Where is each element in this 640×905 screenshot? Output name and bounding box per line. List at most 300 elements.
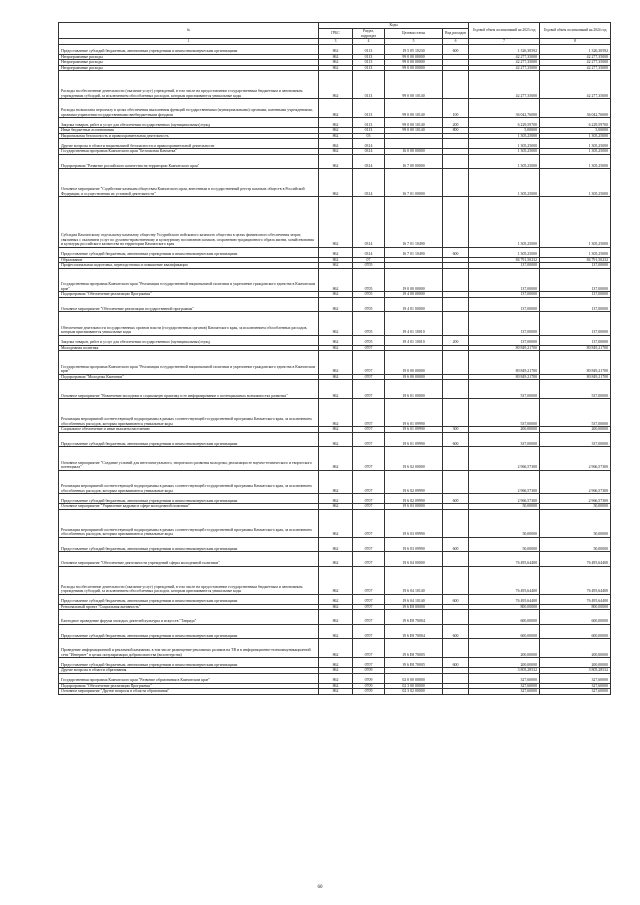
row-section: 0707 bbox=[353, 351, 385, 375]
row-amount-2023: 1 305,25000 bbox=[469, 139, 540, 149]
row-section: 0314 bbox=[353, 154, 385, 169]
column-number: 1 bbox=[59, 39, 319, 45]
row-grbs: 862 bbox=[319, 351, 353, 375]
row-amount-2024: 50,00000 bbox=[540, 504, 611, 510]
row-grbs: 862 bbox=[319, 133, 353, 139]
row-section: 0707 bbox=[353, 552, 385, 567]
row-amount-2024: 137,00000 bbox=[540, 268, 611, 292]
row-grbs: 862 bbox=[319, 44, 353, 54]
table-row bbox=[59, 447, 611, 471]
row-section: 0709 bbox=[353, 668, 385, 674]
row-name: Государственная программа Камчатского края "Реализация государственной национальной политики и укрепление гражданского единства в Камчатском крае" bbox=[59, 268, 319, 292]
row-section: 0709 bbox=[353, 673, 385, 683]
row-name: Предоставление субсидий бюджетным, автономным учреждениям и иным некоммерческим организациям bbox=[59, 658, 319, 668]
header-target: Целевая статья bbox=[385, 29, 443, 39]
row-grbs: 862 bbox=[319, 154, 353, 169]
row-grbs: 862 bbox=[319, 60, 353, 66]
row-amount-2024: 137,00000 bbox=[540, 335, 611, 345]
row-amount-2023: 80 849,21700 bbox=[469, 351, 540, 375]
row-section: 0707 bbox=[353, 509, 385, 537]
row-section: 0707 bbox=[353, 470, 385, 494]
table-row bbox=[59, 432, 611, 447]
row-amount-2023: 137,00000 bbox=[469, 263, 540, 269]
row-grbs: 862 bbox=[319, 128, 353, 134]
table-row bbox=[59, 566, 611, 594]
row-section: 0709 bbox=[353, 683, 385, 689]
row-amount-2023: 337,00000 bbox=[469, 432, 540, 447]
row-amount-2023: 3 805,28532 bbox=[469, 668, 540, 674]
row-grbs: 862 bbox=[319, 54, 353, 60]
table-row bbox=[59, 197, 611, 248]
row-amount-2023: 80 849,21700 bbox=[469, 374, 540, 380]
row-section: 0707 bbox=[353, 658, 385, 668]
row-grbs: 862 bbox=[319, 169, 353, 197]
row-grbs: 862 bbox=[319, 399, 353, 427]
row-name: Непрограммные расходы bbox=[59, 54, 319, 60]
row-name: Основное мероприятие "Управление кадрами в сфере молодежной политики" bbox=[59, 504, 319, 510]
row-name: Молодежная политика bbox=[59, 345, 319, 351]
row-amount-2023: 137,00000 bbox=[469, 297, 540, 312]
row-section: 0707 bbox=[353, 427, 385, 433]
row-section: 0707 bbox=[353, 504, 385, 510]
row-grbs: 862 bbox=[319, 658, 353, 668]
row-amount-2024: 200,00000 bbox=[540, 639, 611, 658]
row-section: 0113 bbox=[353, 99, 385, 118]
row-section: 0705 bbox=[353, 312, 385, 336]
row-amount-2023: 76 495,64400 bbox=[469, 552, 540, 567]
row-grbs: 862 bbox=[319, 537, 353, 552]
row-exptype: 100 bbox=[443, 99, 469, 118]
row-exptype: 200 bbox=[443, 118, 469, 128]
row-exptype bbox=[443, 380, 469, 399]
row-amount-2023: 1 305,25000 bbox=[469, 247, 540, 257]
row-target: 19 6 04 10140 bbox=[385, 594, 443, 604]
row-grbs: 862 bbox=[319, 447, 353, 471]
row-section: 0707 bbox=[353, 345, 385, 351]
row-amount-2024: 2 966,57300 bbox=[540, 447, 611, 471]
row-amount-2024: 200,00000 bbox=[540, 658, 611, 668]
row-grbs: 862 bbox=[319, 689, 353, 695]
row-target: 16 7 00 00000 bbox=[385, 154, 443, 169]
row-amount-2023: 137,00000 bbox=[469, 312, 540, 336]
row-target: 19 6 E8 70005 bbox=[385, 658, 443, 668]
row-target: 99 0 00 00000 bbox=[385, 65, 443, 71]
row-section: 0113 bbox=[353, 118, 385, 128]
row-target: 19 6 02 00000 bbox=[385, 447, 443, 471]
row-amount-2024: 80 849,21700 bbox=[540, 374, 611, 380]
row-grbs: 862 bbox=[319, 566, 353, 594]
row-section: 0707 bbox=[353, 566, 385, 594]
table-row bbox=[59, 427, 611, 433]
table-row bbox=[59, 673, 611, 683]
row-amount-2024: 1 305,25000 bbox=[540, 247, 611, 257]
row-section: 0113 bbox=[353, 128, 385, 134]
row-amount-2023: 84 791,50232 bbox=[469, 257, 540, 263]
row-amount-2023: 36 042,76000 bbox=[469, 99, 540, 118]
table-row bbox=[59, 139, 611, 149]
row-name: Закупка товаров, работ и услуг для обеспечения государственных (муниципальных) нужд bbox=[59, 335, 319, 345]
row-amount-2024: 137,00000 bbox=[540, 263, 611, 269]
row-target: 02 3 02 00000 bbox=[385, 689, 443, 695]
table-row bbox=[59, 683, 611, 689]
row-grbs: 862 bbox=[319, 247, 353, 257]
row-grbs: 862 bbox=[319, 71, 353, 99]
row-name: Предоставление субсидий бюджетным, автономным учреждениям и иным некоммерческим организациям bbox=[59, 537, 319, 552]
row-section: 0314 bbox=[353, 197, 385, 248]
row-section: 0113 bbox=[353, 71, 385, 99]
table-row bbox=[59, 149, 611, 155]
row-name: Расходы на выплаты персоналу в целях обеспечения выполнения функций государственными (муниципальными) органами, казенными учреждениями, органами управления государственными внебюджетными фондами bbox=[59, 99, 319, 118]
row-exptype bbox=[443, 312, 469, 336]
row-section: 0707 bbox=[353, 594, 385, 604]
row-target: 19 6 E8 70004 bbox=[385, 624, 443, 639]
row-amount-2024: 76 495,64400 bbox=[540, 552, 611, 567]
row-amount-2023: 600,00000 bbox=[469, 624, 540, 639]
row-amount-2024: 84 791,50232 bbox=[540, 257, 611, 263]
row-section: 0314 bbox=[353, 139, 385, 149]
row-exptype: 200 bbox=[443, 335, 469, 345]
header-2023: Годовой объем ассигнований на 2023 год bbox=[469, 23, 540, 39]
row-name: Непрограммные расходы bbox=[59, 60, 319, 66]
row-amount-2023: 1 326,30592 bbox=[469, 44, 540, 54]
row-exptype bbox=[443, 689, 469, 695]
row-amount-2024: 2 966,57300 bbox=[540, 470, 611, 494]
row-section: 0707 bbox=[353, 374, 385, 380]
row-section: 03 bbox=[353, 133, 385, 139]
row-target: 19 4 01 10010 bbox=[385, 312, 443, 336]
row-amount-2023: 50,00000 bbox=[469, 509, 540, 537]
row-amount-2023: 50,00000 bbox=[469, 504, 540, 510]
row-target: 19 0 00 00000 bbox=[385, 268, 443, 292]
row-grbs: 862 bbox=[319, 509, 353, 537]
row-target: 16 7 01 10490 bbox=[385, 247, 443, 257]
row-amount-2023: 537,00000 bbox=[469, 380, 540, 399]
row-amount-2024: 600,00000 bbox=[540, 610, 611, 625]
row-section: 0113 bbox=[353, 65, 385, 71]
row-name: Расходы на обеспечение деятельности (оказание услуг) учреждений, в том числе на предоставление государственным бюджетным и автономным учреждениям субсидий, за исключением обособленных расходов, которым присваиваются уникальные коды bbox=[59, 566, 319, 594]
row-amount-2024: 137,00000 bbox=[540, 292, 611, 298]
row-section: 0113 bbox=[353, 60, 385, 66]
table-row bbox=[59, 247, 611, 257]
row-amount-2024: 42 277,35000 bbox=[540, 54, 611, 60]
row-section: 0705 bbox=[353, 292, 385, 298]
row-target: 19 6 02 09990 bbox=[385, 470, 443, 494]
row-target: 19 6 00 00000 bbox=[385, 374, 443, 380]
row-name: Реализация мероприятий соответствующей подпрограммы в рамках соответствующей государственной программы Камчатского края, за исключением обособленных расходов, которым присваиваются уникальные коды bbox=[59, 399, 319, 427]
row-amount-2024: 76 495,64400 bbox=[540, 594, 611, 604]
row-amount-2024: 137,00000 bbox=[540, 297, 611, 312]
row-exptype bbox=[443, 566, 469, 594]
budget-table bbox=[58, 22, 611, 695]
row-exptype bbox=[443, 169, 469, 197]
row-name: Закупка товаров, работ и услуг для обеспечения государственных (муниципальных) нужд bbox=[59, 118, 319, 128]
row-name: Реализация мероприятий соответствующей подпрограммы в рамках соответствующей государственной программы Камчатского края, за исключением обособленных расходов, которым присваиваются уникальные коды bbox=[59, 509, 319, 537]
row-exptype bbox=[443, 197, 469, 248]
row-target: 19 4 00 00000 bbox=[385, 292, 443, 298]
table-row bbox=[59, 624, 611, 639]
row-amount-2024: 42 277,35000 bbox=[540, 71, 611, 99]
table-row bbox=[59, 268, 611, 292]
row-amount-2024: 2 966,57300 bbox=[540, 494, 611, 504]
row-amount-2024: 42 277,35000 bbox=[540, 60, 611, 66]
row-amount-2024: 50,00000 bbox=[540, 537, 611, 552]
row-amount-2023: 200,00000 bbox=[469, 427, 540, 433]
row-section: 0707 bbox=[353, 610, 385, 625]
row-amount-2023: 327,60000 bbox=[469, 689, 540, 695]
row-exptype bbox=[443, 447, 469, 471]
row-name: Подпрограмма "Обеспечение реализации Программы" bbox=[59, 292, 319, 298]
row-grbs: 862 bbox=[319, 470, 353, 494]
row-section: 0707 bbox=[353, 639, 385, 658]
row-exptype bbox=[443, 552, 469, 567]
row-exptype: 300 bbox=[443, 427, 469, 433]
table-row bbox=[59, 552, 611, 567]
row-target: 19 6 01 09990 bbox=[385, 399, 443, 427]
row-name: Предоставление субсидий бюджетным, автономным учреждениям и иным некоммерческим организациям bbox=[59, 594, 319, 604]
row-grbs: 862 bbox=[319, 268, 353, 292]
row-amount-2023: 137,00000 bbox=[469, 268, 540, 292]
header-number: № bbox=[59, 23, 319, 39]
row-target bbox=[385, 139, 443, 149]
column-number: 5 bbox=[385, 39, 443, 45]
column-number: 7 bbox=[469, 39, 540, 45]
row-name: Образование bbox=[59, 257, 319, 263]
row-amount-2024: 1 305,25000 bbox=[540, 133, 611, 139]
row-exptype: 600 bbox=[443, 247, 469, 257]
row-exptype bbox=[443, 351, 469, 375]
table-row bbox=[59, 594, 611, 604]
row-target: 19 6 E8 00000 bbox=[385, 604, 443, 610]
header-section: Раздел, подраздел bbox=[353, 29, 385, 39]
row-name: Предоставление субсидий бюджетным, автономным учреждениям и иным некоммерческим организациям bbox=[59, 494, 319, 504]
row-grbs: 862 bbox=[319, 639, 353, 658]
row-name: Подпрограмма "Развитие российского казачества на территории Камчатского края" bbox=[59, 154, 319, 169]
row-target: 19 6 01 09990 bbox=[385, 432, 443, 447]
row-target: 99 0 00 10140 bbox=[385, 99, 443, 118]
row-amount-2024: 80 849,21700 bbox=[540, 345, 611, 351]
table-row bbox=[59, 470, 611, 494]
table-row bbox=[59, 639, 611, 658]
row-target: 99 0 00 10140 bbox=[385, 128, 443, 134]
row-amount-2024: 327,60000 bbox=[540, 673, 611, 683]
row-amount-2023: 1 305,25000 bbox=[469, 149, 540, 155]
row-name: Региональный проект "Социальная активность" bbox=[59, 604, 319, 610]
row-amount-2023: 42 277,35000 bbox=[469, 54, 540, 60]
row-section: 0705 bbox=[353, 297, 385, 312]
row-name: Предоставление субсидий бюджетным, автономным учреждениям и иным некоммерческим организациям bbox=[59, 432, 319, 447]
row-target: 19 6 02 09990 bbox=[385, 494, 443, 504]
row-exptype bbox=[443, 297, 469, 312]
row-amount-2023: 6 229,59700 bbox=[469, 118, 540, 128]
row-amount-2023: 80 849,21700 bbox=[469, 345, 540, 351]
row-name: Социальное обеспечение и иные выплаты населению bbox=[59, 427, 319, 433]
row-section: 0707 bbox=[353, 494, 385, 504]
row-grbs: 862 bbox=[319, 504, 353, 510]
row-section: 0314 bbox=[353, 247, 385, 257]
row-amount-2023: 200,00000 bbox=[469, 639, 540, 658]
table-row bbox=[59, 263, 611, 269]
row-name: Расходы на обеспечение деятельности (оказание услуг) учреждений, в том числе на предоставление государственным бюджетным и автономным учреждениям субсидий, за исключением обособленных расходов, которым присваиваются уникальные коды bbox=[59, 71, 319, 99]
row-name: Другие вопросы в области образования bbox=[59, 668, 319, 674]
row-grbs: 862 bbox=[319, 257, 353, 263]
row-name: Национальная безопасность и правоохранительная деятельность bbox=[59, 133, 319, 139]
row-target: 99 0 00 10140 bbox=[385, 118, 443, 128]
row-exptype bbox=[443, 399, 469, 427]
row-target: 19 5 05 10230 bbox=[385, 44, 443, 54]
row-grbs: 862 bbox=[319, 594, 353, 604]
row-name: Государственная программа Камчатского края "Безопасная Камчатка" bbox=[59, 149, 319, 155]
table-row bbox=[59, 44, 611, 54]
row-grbs: 862 bbox=[319, 292, 353, 298]
table-row bbox=[59, 504, 611, 510]
row-amount-2023: 2 966,57300 bbox=[469, 447, 540, 471]
row-amount-2024: 337,00000 bbox=[540, 432, 611, 447]
row-grbs: 862 bbox=[319, 65, 353, 71]
column-number: 6 bbox=[443, 39, 469, 45]
page-number: 60 bbox=[317, 885, 323, 890]
row-grbs: 862 bbox=[319, 494, 353, 504]
row-amount-2024: 800,00000 bbox=[540, 604, 611, 610]
row-name: Профессиональная подготовка, переподготовка и повышение квалификации bbox=[59, 263, 319, 269]
row-exptype: 600 bbox=[443, 624, 469, 639]
row-exptype bbox=[443, 639, 469, 658]
row-grbs: 862 bbox=[319, 683, 353, 689]
row-name: Субсидия Камчатскому отдельскому казачьему обществу Уссурийского войскового казачьего общества в целях финансового обеспечения затрат, связанных с оказанием услуг по духовно-нравственному и культурному воспитанию казаков, сохранению традиционного образа жизни, хозяйствования и культуры российского казачества на территории Камчатского края bbox=[59, 197, 319, 248]
row-amount-2023: 800,00000 bbox=[469, 604, 540, 610]
table-row bbox=[59, 133, 611, 139]
row-amount-2024: 6 229,59700 bbox=[540, 118, 611, 128]
table-row bbox=[59, 689, 611, 695]
row-target: 19 6 03 09990 bbox=[385, 537, 443, 552]
row-amount-2023: 1 305,25000 bbox=[469, 133, 540, 139]
row-amount-2024: 1 305,25000 bbox=[540, 154, 611, 169]
column-number: 3 bbox=[319, 39, 353, 45]
row-amount-2024: 3 805,28532 bbox=[540, 668, 611, 674]
table-body bbox=[59, 44, 611, 694]
row-target: 19 4 01 10010 bbox=[385, 335, 443, 345]
row-grbs: 862 bbox=[319, 139, 353, 149]
row-target: 16 7 01 10490 bbox=[385, 197, 443, 248]
column-number: 4 bbox=[353, 39, 385, 45]
header-grbs: ГРБС bbox=[319, 29, 353, 39]
row-grbs: 862 bbox=[319, 432, 353, 447]
row-section: 07 bbox=[353, 257, 385, 263]
row-name: Реализация мероприятий соответствующей подпрограммы в рамках соответствующей государственной программы Камчатского края, за исключением обособленных расходов, которым присваиваются уникальные коды bbox=[59, 470, 319, 494]
row-exptype bbox=[443, 154, 469, 169]
row-grbs: 862 bbox=[319, 673, 353, 683]
table-row bbox=[59, 292, 611, 298]
row-amount-2023: 50,00000 bbox=[469, 537, 540, 552]
row-grbs: 862 bbox=[319, 345, 353, 351]
row-grbs: 862 bbox=[319, 118, 353, 128]
row-amount-2023: 76 495,64400 bbox=[469, 566, 540, 594]
row-amount-2023: 2 966,57300 bbox=[469, 470, 540, 494]
row-grbs: 862 bbox=[319, 380, 353, 399]
row-grbs: 862 bbox=[319, 149, 353, 155]
table-row bbox=[59, 118, 611, 128]
row-amount-2023: 600,00000 bbox=[469, 610, 540, 625]
row-grbs: 862 bbox=[319, 604, 353, 610]
row-exptype: 600 bbox=[443, 658, 469, 668]
row-target: 19 6 01 00000 bbox=[385, 380, 443, 399]
row-grbs: 862 bbox=[319, 99, 353, 118]
row-name: Основное мероприятие "Создание условий для интеллектуального, творческого развития молодежи, реализации ее научно-технического и творческого потенциала" bbox=[59, 447, 319, 471]
row-name: Подпрограмма "Обеспечение реализации Программы" bbox=[59, 683, 319, 689]
row-exptype bbox=[443, 509, 469, 537]
row-name: Другие вопросы в области национальной безопасности и правоохранительной деятельности bbox=[59, 139, 319, 149]
header-codes: Коды bbox=[319, 23, 469, 29]
row-name: Государственная программа Камчатского края "Развитие образования в Камчатском крае" bbox=[59, 673, 319, 683]
table-row bbox=[59, 658, 611, 668]
row-amount-2023: 76 495,64400 bbox=[469, 594, 540, 604]
row-amount-2024: 5,00000 bbox=[540, 128, 611, 134]
row-name: Государственная программа Камчатского края "Реализация государственной национальной политики и укрепление гражданского единства в Камчатском крае" bbox=[59, 351, 319, 375]
row-amount-2023: 327,60000 bbox=[469, 673, 540, 683]
row-amount-2024: 76 495,64400 bbox=[540, 566, 611, 594]
row-name: Основное мероприятие "Вовлечение молодежи в социальную практику и ее информирование о потенциальных возможностях развития" bbox=[59, 380, 319, 399]
row-grbs: 862 bbox=[319, 312, 353, 336]
row-amount-2023: 42 277,35000 bbox=[469, 60, 540, 66]
row-grbs: 862 bbox=[319, 427, 353, 433]
row-grbs: 862 bbox=[319, 197, 353, 248]
row-amount-2023: 1 305,25000 bbox=[469, 154, 540, 169]
row-amount-2023: 42 277,35000 bbox=[469, 71, 540, 99]
row-section: 0707 bbox=[353, 604, 385, 610]
row-grbs: 862 bbox=[319, 374, 353, 380]
row-grbs: 862 bbox=[319, 552, 353, 567]
row-section: 0314 bbox=[353, 169, 385, 197]
row-section: 0314 bbox=[353, 149, 385, 155]
table-row bbox=[59, 380, 611, 399]
row-exptype bbox=[443, 268, 469, 292]
row-name: Непрограммные расходы bbox=[59, 65, 319, 71]
table-row bbox=[59, 297, 611, 312]
row-target: 16 7 01 00000 bbox=[385, 169, 443, 197]
row-name: Предоставление субсидий бюджетным, автономным учреждениям и иным некоммерческим организациям bbox=[59, 44, 319, 54]
row-amount-2023: 137,00000 bbox=[469, 292, 540, 298]
row-amount-2024: 80 849,21700 bbox=[540, 351, 611, 375]
row-amount-2023: 5,00000 bbox=[469, 128, 540, 134]
row-target: 02 0 00 00000 bbox=[385, 673, 443, 683]
row-name: Иные бюджетные ассигнования bbox=[59, 128, 319, 134]
header-2024: Годовой объем ассигнований на 2024 год bbox=[540, 23, 611, 39]
table-row bbox=[59, 154, 611, 169]
row-amount-2023: 1 305,25000 bbox=[469, 169, 540, 197]
row-amount-2024: 1 305,25000 bbox=[540, 169, 611, 197]
row-target: 19 0 00 00000 bbox=[385, 351, 443, 375]
table-row bbox=[59, 312, 611, 336]
row-name: Предоставление субсидий бюджетным, автономным учреждениям и иным некоммерческим организациям bbox=[59, 624, 319, 639]
row-exptype: 600 bbox=[443, 432, 469, 447]
row-exptype: 600 bbox=[443, 537, 469, 552]
row-grbs: 862 bbox=[319, 297, 353, 312]
row-section: 0707 bbox=[353, 380, 385, 399]
table-row bbox=[59, 399, 611, 427]
row-target: 19 6 E8 70004 bbox=[385, 610, 443, 625]
row-amount-2024: 1 305,25000 bbox=[540, 197, 611, 248]
row-amount-2024: 1 326,30592 bbox=[540, 44, 611, 54]
row-exptype: 600 bbox=[443, 594, 469, 604]
row-target: 99 0 00 10140 bbox=[385, 71, 443, 99]
row-exptype: 800 bbox=[443, 128, 469, 134]
row-target: 02 3 00 00000 bbox=[385, 683, 443, 689]
row-section: 0707 bbox=[353, 537, 385, 552]
row-exptype bbox=[443, 71, 469, 99]
row-amount-2024: 537,00000 bbox=[540, 399, 611, 427]
row-target: 19 6 03 00000 bbox=[385, 504, 443, 510]
row-amount-2023: 537,00000 bbox=[469, 399, 540, 427]
row-exptype bbox=[443, 470, 469, 494]
